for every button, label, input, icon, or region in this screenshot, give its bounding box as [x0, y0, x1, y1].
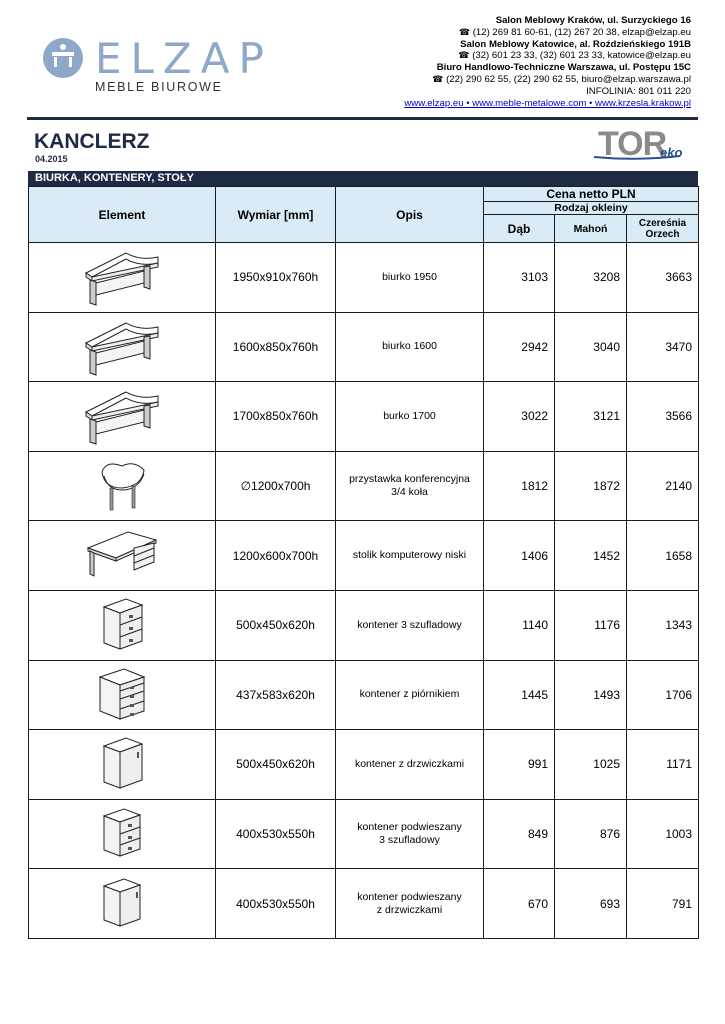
dimension-cell: 1950x910x760h	[216, 243, 336, 313]
price-cherry-walnut-cell: 1706	[627, 660, 699, 730]
table-row	[29, 451, 699, 521]
description-cell: kontener z drzwiczkami	[336, 730, 484, 800]
description-cell: kontener 3 szufladowy	[336, 590, 484, 660]
price-oak-cell: 2942	[484, 312, 555, 382]
price-mahogany-cell: 1176	[555, 590, 627, 660]
price-cherry-walnut-cell: 1171	[627, 730, 699, 800]
header-element: Element	[29, 187, 216, 243]
dimension-cell: ∅1200x700h	[216, 451, 336, 521]
dimension-cell: 1200x600x700h	[216, 521, 336, 591]
table-row	[29, 312, 699, 382]
price-mahogany-cell: 1493	[555, 660, 627, 730]
website-links[interactable]: www.elzap.eu • www.meble-metalowe.com • www.krzesla.krakow.pl	[404, 97, 691, 109]
price-oak-cell: 670	[484, 869, 555, 939]
price-oak-cell: 1140	[484, 590, 555, 660]
dimension-cell: 437x583x620h	[216, 660, 336, 730]
price-oak-cell: 1445	[484, 660, 555, 730]
header-oak: Dąb	[484, 215, 555, 243]
description-cell: kontener z piórnikiem	[336, 660, 484, 730]
page-title: KANCLERZ	[34, 130, 150, 153]
computer-desk-icon	[29, 521, 216, 591]
table-row	[29, 660, 699, 730]
contact-title-katowice: Salon Meblowy Katowice, al. Roździeńskiego 191B	[460, 38, 691, 50]
elzap-logo	[43, 34, 273, 98]
door-container-icon	[29, 730, 216, 800]
price-mahogany-cell: 1452	[555, 521, 627, 591]
header-divider	[27, 117, 698, 120]
price-mahogany-cell: 3121	[555, 382, 627, 452]
price-mahogany-cell: 876	[555, 799, 627, 869]
elzap-emblem-icon	[43, 38, 83, 78]
table-row	[29, 243, 699, 313]
section-heading: BIURKA, KONTENERY, STOŁY	[28, 171, 698, 186]
price-mahogany-cell: 3208	[555, 243, 627, 313]
header-description: Opis	[336, 187, 484, 243]
price-oak-cell: 3022	[484, 382, 555, 452]
price-mahogany-cell: 693	[555, 869, 627, 939]
dimension-cell: 500x450x620h	[216, 730, 336, 800]
swoosh-icon	[592, 154, 682, 160]
price-mahogany-cell: 1872	[555, 451, 627, 521]
phone-icon: ☎	[458, 26, 471, 37]
header-price: Cena netto PLN	[484, 187, 699, 202]
curved-desk-icon	[29, 312, 216, 382]
table-row	[29, 869, 699, 939]
dimension-cell: 1700x850x760h	[216, 382, 336, 452]
table-row	[29, 590, 699, 660]
price-cherry-walnut-cell: 3470	[627, 312, 699, 382]
price-oak-cell: 1812	[484, 451, 555, 521]
contact-line-krakow: ☎ (12) 269 81 60-61, (12) 267 20 38, elzap@elzap.eu	[458, 26, 691, 38]
description-cell: burko 1700	[336, 382, 484, 452]
table-row	[29, 799, 699, 869]
header-cherry-walnut: Czereśnia Orzech	[627, 215, 699, 243]
price-cherry-walnut-cell: 1003	[627, 799, 699, 869]
price-oak-cell: 1406	[484, 521, 555, 591]
description-cell: biurko 1950	[336, 243, 484, 313]
header-veneer: Rodzaj okleiny	[484, 202, 699, 215]
header-mahogany: Mahoń	[555, 215, 627, 243]
curved-desk-icon	[29, 243, 216, 313]
dimension-cell: 400x530x550h	[216, 869, 336, 939]
curved-desk-icon	[29, 382, 216, 452]
tor-logo-word: TOR	[598, 125, 667, 163]
description-cell: przystawka konferencyjna 3/4 koła	[336, 451, 484, 521]
contact-title-krakow: Salon Meblowy Kraków, ul. Surzyckiego 16	[495, 15, 691, 26]
infolinia: INFOLINIA: 801 011 220	[586, 85, 691, 97]
description-cell: biurko 1600	[336, 312, 484, 382]
dimension-cell: 400x530x550h	[216, 799, 336, 869]
price-mahogany-cell: 3040	[555, 312, 627, 382]
round-table-icon	[29, 451, 216, 521]
price-oak-cell: 991	[484, 730, 555, 800]
phone-icon: ☎	[458, 50, 470, 61]
price-oak-cell: 3103	[484, 243, 555, 313]
contact-line-warszawa: ☎ (22) 290 62 55, (22) 290 62 55, biuro@elzap.warszawa.pl	[432, 73, 691, 85]
contact-line-katowice: ☎ (32) 601 23 33, (32) 601 23 33, katowice@elzap.eu	[458, 50, 691, 62]
hanging-drawer-container-icon	[29, 799, 216, 869]
phone-icon: ☎	[432, 73, 444, 84]
price-oak-cell: 849	[484, 799, 555, 869]
drawer-container-icon	[29, 590, 216, 660]
tor-eko-logo	[592, 125, 692, 165]
description-cell: kontener podwieszany z drzwiczkami	[336, 869, 484, 939]
table-row	[29, 382, 699, 452]
brand-name: ELZAP	[95, 34, 273, 83]
hanging-door-container-icon	[29, 869, 216, 939]
price-table	[28, 186, 699, 939]
price-cherry-walnut-cell: 1658	[627, 521, 699, 591]
dimension-cell: 1600x850x760h	[216, 312, 336, 382]
date-label: 04.2015	[35, 154, 68, 164]
table-row	[29, 730, 699, 800]
price-cherry-walnut-cell: 1343	[627, 590, 699, 660]
table-row	[29, 521, 699, 591]
price-cherry-walnut-cell: 791	[627, 869, 699, 939]
contact-block	[331, 15, 691, 109]
pencil-drawer-container-icon	[29, 660, 216, 730]
price-cherry-walnut-cell: 2140	[627, 451, 699, 521]
contact-title-warszawa: Biuro Handlowo-Techniczne Warszawa, ul. Postępu 15C	[436, 62, 691, 74]
price-cherry-walnut-cell: 3566	[627, 382, 699, 452]
brand-subtitle: MEBLE BIUROWE	[95, 80, 223, 94]
price-cherry-walnut-cell: 3663	[627, 243, 699, 313]
header-dimension: Wymiar [mm]	[216, 187, 336, 243]
description-cell: stolik komputerowy niski	[336, 521, 484, 591]
price-mahogany-cell: 1025	[555, 730, 627, 800]
tor-logo-suffix: eko	[660, 145, 683, 160]
dimension-cell: 500x450x620h	[216, 590, 336, 660]
description-cell: kontener podwieszany 3 szufladowy	[336, 799, 484, 869]
